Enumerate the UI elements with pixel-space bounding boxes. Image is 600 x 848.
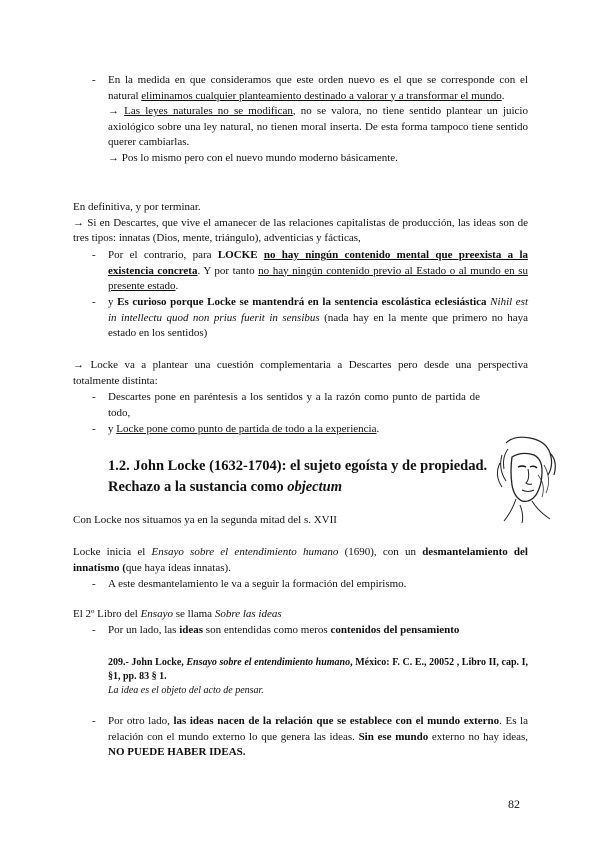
bullet-dash: -: [92, 391, 96, 403]
paragraph-ensayo: Locke inicia el Ensayo sobre el entendimiento humano (1690), con un desmantelamiento del innatismo (que haya ideas innatas).: [73, 546, 528, 574]
paragraph-descartes-parentesis: Descartes pone en paréntesis a los sentidos y a la razón como punto de partida de todo,: [108, 391, 480, 419]
paragraph-ideas-contenidos: Por un lado, las ideas son entendidas como meros contenidos del pensamiento: [108, 624, 460, 636]
bullet-dash: -: [92, 423, 96, 435]
locke-portrait-sketch: [492, 435, 562, 525]
paragraph-locke-contrario: Por el contrario, para LOCKE no hay ningún contenido mental que preexista a la existencia concreta. Y por tanto no hay ningún contenido previo al Estado o al mundo en su presente estado.: [108, 249, 528, 292]
paragraph-mundo-externo: Por otro lado, las ideas nacen de la relación que se establece con el mundo externo. Es la relación con el mundo externo lo que genera las ideas. Sin ese mundo externo no hay ideas, NO PUEDE HABER IDEAS.: [108, 715, 529, 758]
bullet-dash: -: [92, 624, 96, 636]
bullet-dash: -: [92, 74, 96, 86]
page-number: 82: [508, 797, 520, 811]
paragraph-locke-plantear: → Locke va a plantear una cuestión complementaria a Descartes pero desde una perspectiva totalmente distinta:: [73, 359, 528, 387]
bullet-dash: -: [92, 296, 96, 308]
bullet-dash: -: [92, 715, 96, 727]
paragraph-escolastica: y Es curioso porque Locke se mantendrá en la sentencia escolástica eclesiástica Nihil est in intellectu quod non prius fuerit in sensibus (nada hay en la mente que primero no haya estado en los sentidos): [108, 296, 528, 339]
bullet-dash: -: [92, 249, 96, 261]
paragraph-definitiva: En definitiva, y por terminar. → Si en Descartes, que vive el amanecer de las relaciones capitalistas de producción, las ideas son de tres tipos: innatas (Dios, mente, triángulo), adventicias y fácticas,: [73, 201, 528, 244]
paragraph-libro: El 2º Libro del Ensayo se llama Sobre las ideas: [73, 608, 282, 620]
paragraph-natural-order: En la medida en que consideramos que este orden nuevo es el que se corresponde con el natural eliminamos cualquier planteamiento destinado a valorar y a transformar el mundo. → Las leyes naturales no se modifican, no se valora, no tiene sentido plantear un juicio axiológico sobre una ley natural, no tienen moral inserta. De esta forma tampoco tiene sentido querer cambiarlas. → Pos lo mismo pero con el nuevo mundo moderno básicamente.: [108, 74, 528, 164]
section-heading: 1.2. John Locke (1632-1704): el sujeto egoísta y de propiedad. Rechazo a la sustancia como objectum: [108, 458, 488, 495]
bullet-dash: -: [92, 578, 96, 590]
citation-block: 209.- John Locke, Ensayo sobre el entendimiento humano, México: F. C. E., 20052 , Libro II, cap. I, §1, pp. 83 § 1. La idea es el objeto del acto de pensar.: [108, 657, 529, 696]
paragraph-locke-experiencia: y Locke pone como punto de partida de todo a la experiencia.: [108, 423, 380, 435]
paragraph-empirismo: A este desmantelamiento le va a seguir la formación del empirismo.: [108, 578, 407, 590]
paragraph-siglo: Con Locke nos situamos ya en la segunda mitad del s. XVII: [73, 514, 337, 526]
